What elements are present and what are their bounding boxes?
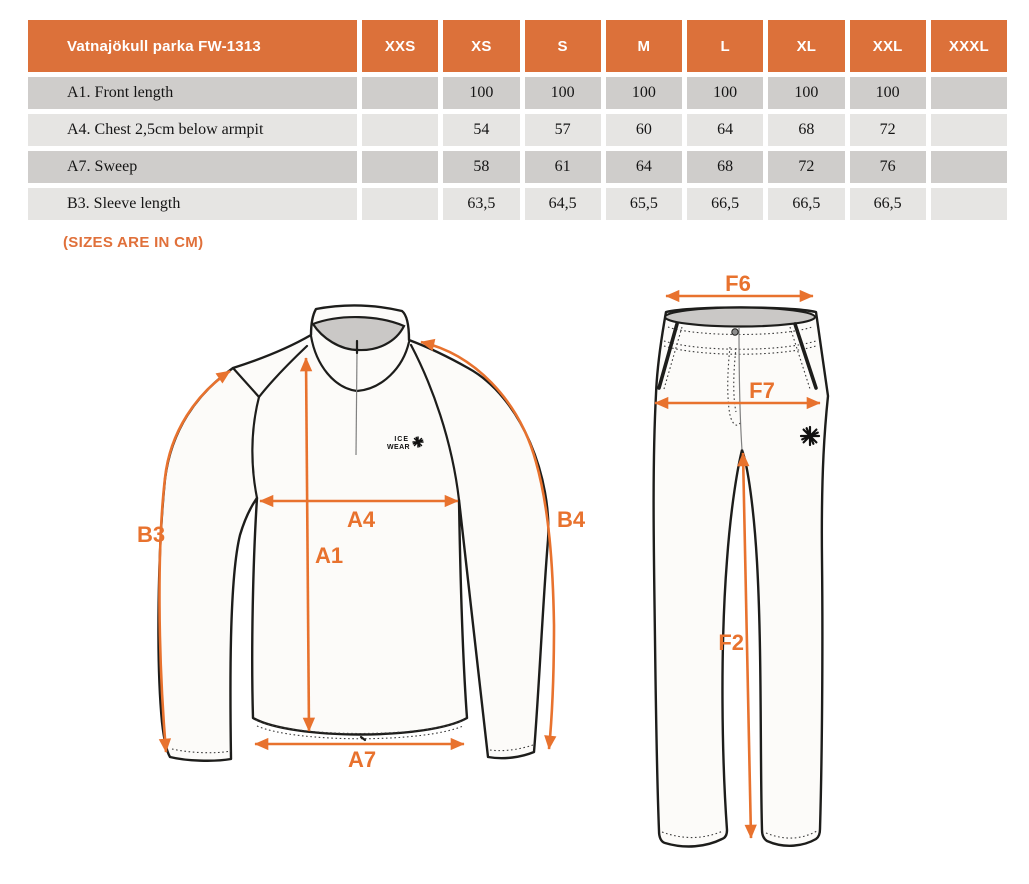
- label-b4: B4: [556, 507, 586, 532]
- size-value: 64,5: [525, 188, 601, 220]
- size-chart-table: [28, 20, 1007, 220]
- size-value: [362, 151, 438, 183]
- waist-button: [732, 329, 738, 335]
- size-value: 57: [525, 114, 601, 146]
- size-value: 60: [606, 114, 682, 146]
- size-column-header: XXXL: [931, 20, 1007, 72]
- size-value: 58: [443, 151, 519, 183]
- label-f7: F7: [749, 378, 775, 403]
- size-value: 65,5: [606, 188, 682, 220]
- size-column-header: XS: [443, 20, 519, 72]
- size-value: 66,5: [687, 188, 763, 220]
- size-value: [931, 188, 1007, 220]
- size-value: 66,5: [768, 188, 844, 220]
- label-a4: A4: [346, 507, 376, 532]
- snowflake-icon: [413, 437, 423, 447]
- size-value: 100: [850, 77, 926, 109]
- size-value: 61: [525, 151, 601, 183]
- size-value: 100: [443, 77, 519, 109]
- logo-text-wear: WEAR: [387, 444, 410, 451]
- size-value: 68: [687, 151, 763, 183]
- size-column-header: XL: [768, 20, 844, 72]
- size-value: [931, 77, 1007, 109]
- pants-drawing: [654, 271, 828, 846]
- row-label: A4. Chest 2,5cm below armpit: [28, 114, 357, 146]
- jacket-outline: [158, 305, 548, 760]
- size-value: 66,5: [850, 188, 926, 220]
- waist-opening: [665, 308, 815, 327]
- row-label: A1. Front length: [28, 77, 357, 109]
- label-f6: F6: [725, 271, 751, 296]
- label-a7: A7: [347, 747, 377, 772]
- size-value: 76: [850, 151, 926, 183]
- size-value: 72: [768, 151, 844, 183]
- row-label: A7. Sweep: [28, 151, 357, 183]
- size-value: 54: [443, 114, 519, 146]
- size-column-header: L: [687, 20, 763, 72]
- size-column-header: S: [525, 20, 601, 72]
- size-value: 68: [768, 114, 844, 146]
- row-label: B3. Sleeve length: [28, 188, 357, 220]
- size-column-header: XXS: [362, 20, 438, 72]
- jacket-drawing: [137, 305, 586, 772]
- size-value: 100: [768, 77, 844, 109]
- pants-outline: [654, 308, 828, 847]
- size-value: 100: [606, 77, 682, 109]
- size-value: [362, 188, 438, 220]
- size-value: [362, 77, 438, 109]
- size-value: 63,5: [443, 188, 519, 220]
- size-value: 64: [687, 114, 763, 146]
- size-value: 100: [525, 77, 601, 109]
- size-column-header: M: [606, 20, 682, 72]
- table-title: Vatnajökull parka FW-1313: [28, 20, 357, 72]
- label-a1: A1: [315, 543, 344, 568]
- logo-text-ice: ICE: [394, 436, 409, 443]
- size-value: 64: [606, 151, 682, 183]
- arrow-f2-inseam: [743, 453, 751, 838]
- label-f2: F2: [718, 630, 744, 655]
- size-value: [931, 151, 1007, 183]
- size-value: 100: [687, 77, 763, 109]
- size-column-header: XXL: [850, 20, 926, 72]
- snowflake-logo: [801, 427, 819, 445]
- hem-zip-tick: [361, 737, 365, 740]
- size-value: 72: [850, 114, 926, 146]
- measurement-diagram: [0, 264, 1029, 884]
- size-value: [931, 114, 1007, 146]
- label-b3: B3: [136, 522, 166, 547]
- sizes-in-cm-note: (SIZES ARE IN CM): [63, 234, 204, 251]
- size-value: [362, 114, 438, 146]
